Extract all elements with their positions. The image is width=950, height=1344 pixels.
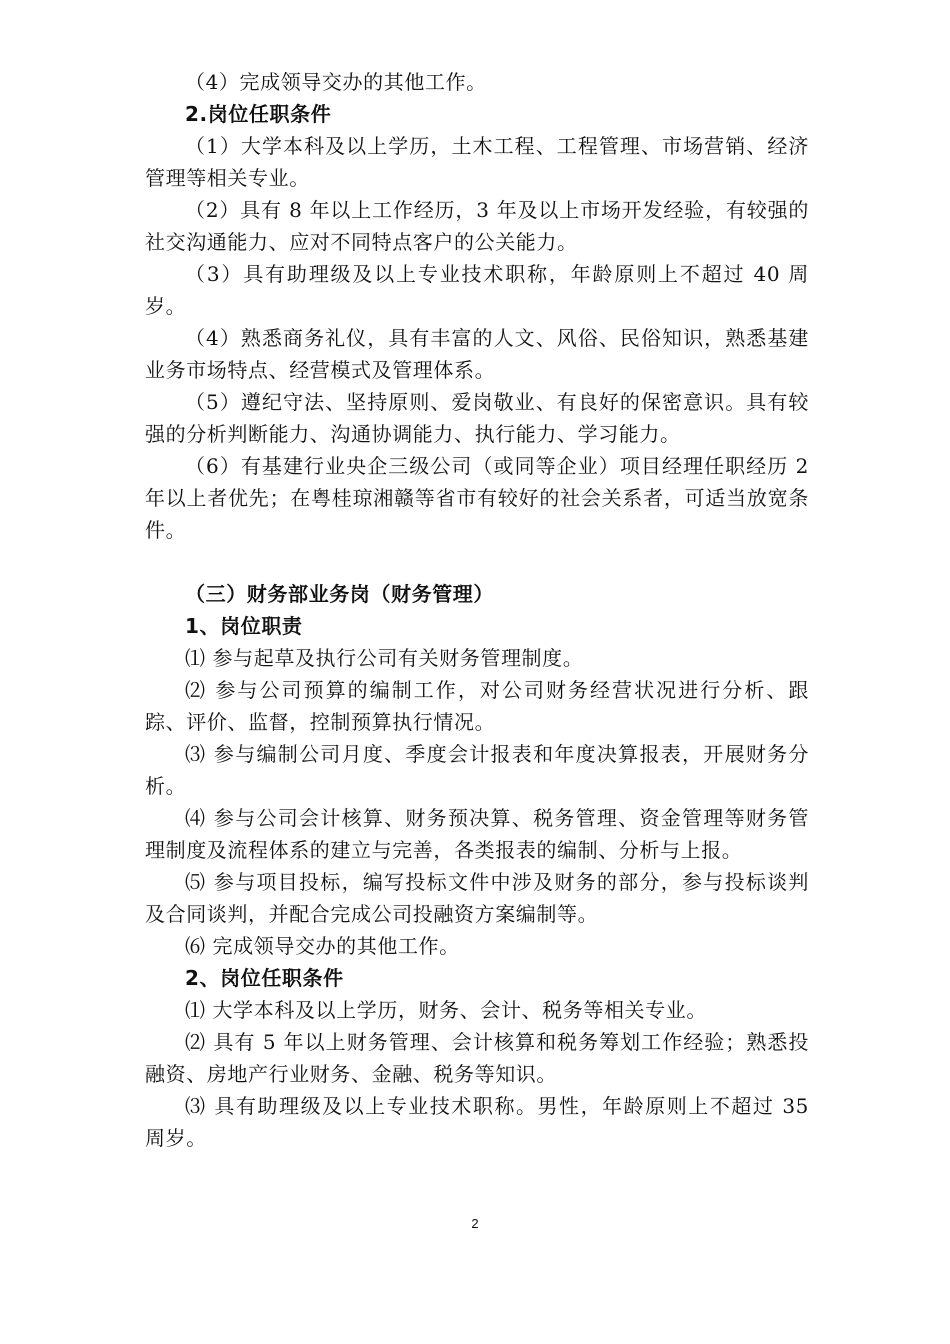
position-heading-finance: （三）财务部业务岗（财务管理）: [185, 582, 494, 606]
duty-item-4: （4）完成领导交办的其他工作。: [185, 70, 487, 94]
paragraph-gap: [145, 546, 809, 578]
page-number: 2: [471, 1216, 479, 1231]
finance-duty-item-2: ⑵ 参与公司预算的编制工作，对公司财务经营状况进行分析、跟踪、评价、监督，控制预算执行情况。: [145, 678, 809, 734]
requirement-item-4: （4）熟悉商务礼仪，具有丰富的人文、风俗、民俗知识，熟悉基建业务市场特点、经营模式及管理体系。: [145, 326, 809, 382]
finance-requirement-item-3: ⑶ 具有助理级及以上专业技术职称。男性，年龄原则上不超过 35 周岁。: [145, 1094, 809, 1150]
requirement-item-2: （2）具有 8 年以上工作经历，3 年及以上市场开发经验，有较强的社交沟通能力、应对不同特点客户的公关能力。: [145, 198, 809, 254]
finance-duty-item-5: ⑸ 参与项目投标，编写投标文件中涉及财务的部分，参与投标谈判及合同谈判，并配合完成公司投融资方案编制等。: [145, 870, 809, 926]
finance-duty-item-6: ⑹ 完成领导交办的其他工作。: [185, 934, 460, 958]
section-heading-duties: 1、岗位职责: [185, 614, 303, 638]
finance-duty-item-3: ⑶ 参与编制公司月度、季度会计报表和年度决算报表，开展财务分析。: [145, 742, 809, 798]
finance-duty-item-4: ⑷ 参与公司会计核算、财务预决算、税务管理、资金管理等财务管理制度及流程体系的建立与完善，各类报表的编制、分析与上报。: [145, 806, 809, 862]
document-body: [145, 66, 809, 1154]
section-heading-finance-requirements: 2、岗位任职条件: [185, 966, 344, 990]
finance-requirement-item-1: ⑴ 大学本科及以上学历，财务、会计、税务等相关专业。: [185, 998, 707, 1022]
section-heading-requirements: 2.岗位任职条件: [185, 102, 332, 126]
requirement-item-3: （3）具有助理级及以上专业技术职称，年龄原则上不超过 40 周岁。: [145, 262, 809, 318]
finance-requirement-item-2: ⑵ 具有 5 年以上财务管理、会计核算和税务筹划工作经验；熟悉投融资、房地产行业财务、金融、税务等知识。: [145, 1030, 809, 1086]
requirement-item-5: （5）遵纪守法、坚持原则、爱岗敬业、有良好的保密意识。具有较强的分析判断能力、沟通协调能力、执行能力、学习能力。: [145, 390, 809, 446]
finance-duty-item-1: ⑴ 参与起草及执行公司有关财务管理制度。: [185, 646, 584, 670]
requirement-item-1: （1）大学本科及以上学历，土木工程、工程管理、市场营销、经济管理等相关专业。: [145, 134, 809, 190]
requirement-item-6: （6）有基建行业央企三级公司（或同等企业）项目经理任职经历 2 年以上者优先；在粤桂琼湘赣等省市有较好的社会关系者，可适当放宽条件。: [145, 454, 809, 542]
